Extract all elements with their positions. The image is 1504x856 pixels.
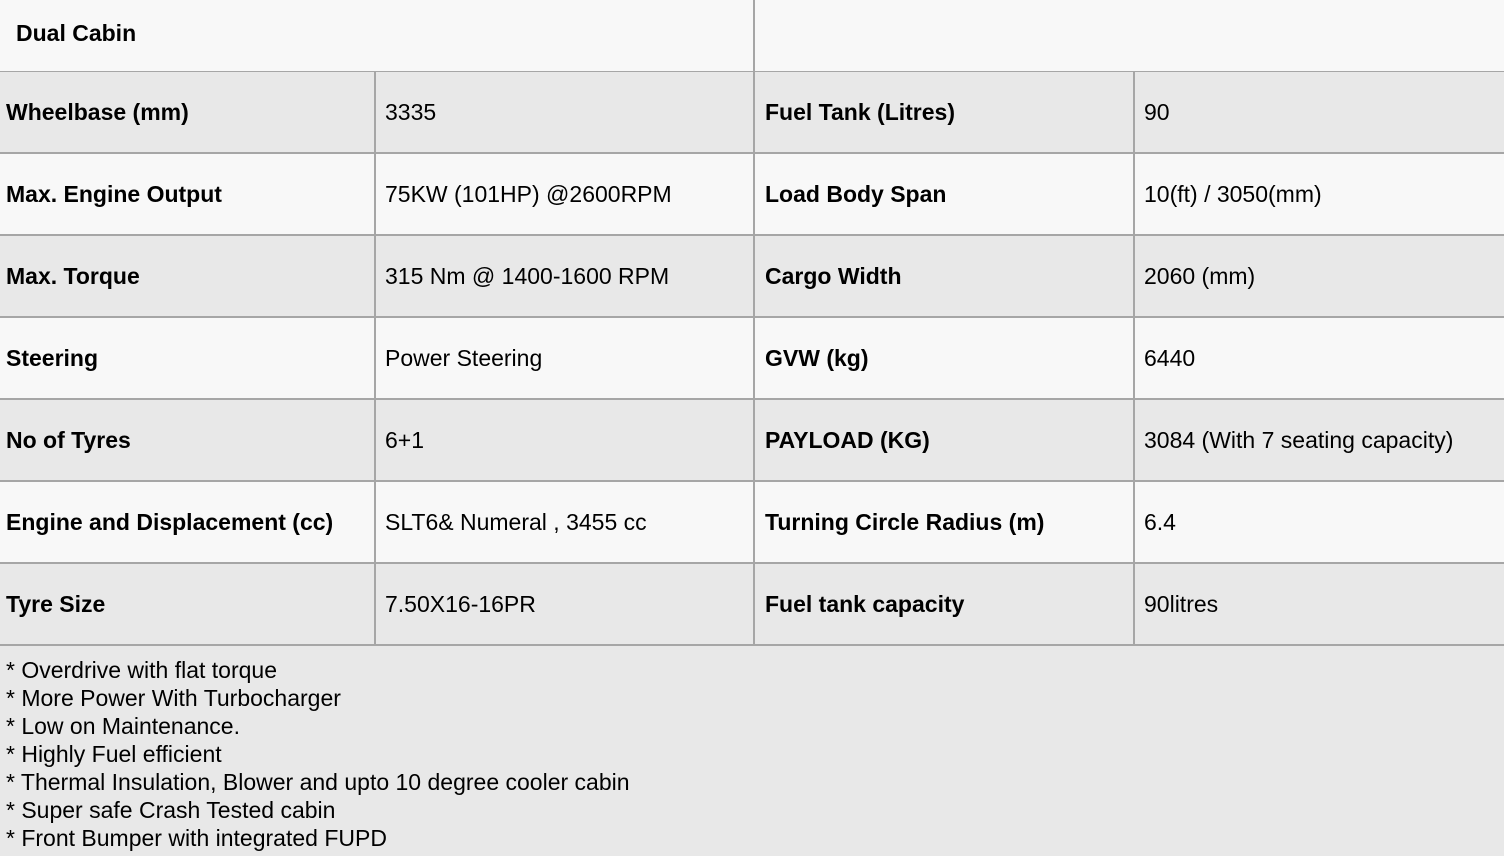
spec-value: 75KW (101HP) @2600RPM bbox=[385, 180, 672, 207]
column-divider bbox=[374, 400, 376, 480]
column-divider bbox=[374, 318, 376, 398]
feature-item: * Thermal Insulation, Blower and upto 10 degree cooler cabin bbox=[6, 769, 630, 795]
feature-item: * Low on Maintenance. bbox=[6, 713, 240, 739]
spec-label: PAYLOAD (KG) bbox=[765, 426, 930, 453]
column-divider bbox=[1133, 154, 1135, 234]
column-divider bbox=[753, 154, 755, 234]
spec-label: Max. Torque bbox=[6, 262, 140, 289]
spec-label: Wheelbase (mm) bbox=[6, 98, 189, 125]
table-row bbox=[0, 482, 1504, 564]
spec-label: GVW (kg) bbox=[765, 344, 869, 371]
column-divider bbox=[753, 564, 755, 644]
table-row bbox=[0, 236, 1504, 318]
column-divider bbox=[1133, 236, 1135, 316]
spec-label: Cargo Width bbox=[765, 262, 902, 289]
column-divider bbox=[374, 564, 376, 644]
column-divider bbox=[753, 482, 755, 562]
spec-label: Fuel tank capacity bbox=[765, 590, 965, 617]
table-row bbox=[0, 564, 1504, 646]
column-divider bbox=[374, 154, 376, 234]
spec-value: 7.50X16-16PR bbox=[385, 590, 536, 617]
table-row bbox=[0, 72, 1504, 154]
feature-item: * Front Bumper with integrated FUPD bbox=[6, 825, 387, 851]
feature-item: * Overdrive with flat torque bbox=[6, 657, 278, 683]
spec-value: Power Steering bbox=[385, 344, 543, 371]
column-divider bbox=[1133, 318, 1135, 398]
feature-item: * More Power With Turbocharger bbox=[6, 685, 341, 711]
column-divider bbox=[1133, 482, 1135, 562]
column-divider bbox=[753, 236, 755, 316]
spec-value: 6.4 bbox=[1144, 508, 1176, 535]
table-row bbox=[0, 154, 1504, 236]
column-divider bbox=[374, 236, 376, 316]
column-divider bbox=[753, 318, 755, 398]
spec-value: 6+1 bbox=[385, 426, 425, 453]
column-divider bbox=[1133, 72, 1135, 152]
spec-label: Fuel Tank (Litres) bbox=[765, 98, 955, 125]
column-divider bbox=[753, 0, 755, 71]
spec-value: 90litres bbox=[1144, 590, 1219, 617]
column-divider bbox=[753, 72, 755, 152]
table-header-row bbox=[0, 0, 1504, 73]
column-divider bbox=[1133, 564, 1135, 644]
features-section bbox=[0, 646, 1504, 856]
spec-value: 90 bbox=[1144, 98, 1170, 125]
spec-label: No of Tyres bbox=[6, 426, 131, 453]
column-divider bbox=[1133, 400, 1135, 480]
column-divider bbox=[374, 482, 376, 562]
feature-item: * Highly Fuel efficient bbox=[6, 741, 222, 767]
spec-label: Engine and Displacement (cc) bbox=[6, 508, 334, 535]
spec-value: 315 Nm @ 1400-1600 RPM bbox=[385, 262, 670, 289]
features-list bbox=[6, 656, 630, 852]
spec-value: 3335 bbox=[385, 98, 437, 125]
variant-title: Dual Cabin bbox=[16, 20, 137, 46]
spec-label: Load Body Span bbox=[765, 180, 947, 207]
column-divider bbox=[374, 72, 376, 152]
spec-label: Tyre Size bbox=[6, 590, 106, 617]
spec-label: Turning Circle Radius (m) bbox=[765, 508, 1045, 535]
table-row bbox=[0, 400, 1504, 482]
spec-value: 3084 (With 7 seating capacity) bbox=[1144, 426, 1454, 453]
spec-value: 6440 bbox=[1144, 344, 1196, 371]
table-row bbox=[0, 318, 1504, 400]
column-divider bbox=[753, 400, 755, 480]
spec-value: 2060 (mm) bbox=[1144, 262, 1256, 289]
spec-value: 10(ft) / 3050(mm) bbox=[1144, 180, 1322, 207]
feature-item: * Super safe Crash Tested cabin bbox=[6, 797, 336, 823]
spec-label: Max. Engine Output bbox=[6, 180, 222, 207]
spec-value: SLT6& Numeral , 3455 cc bbox=[385, 508, 647, 535]
spec-label: Steering bbox=[6, 344, 99, 371]
